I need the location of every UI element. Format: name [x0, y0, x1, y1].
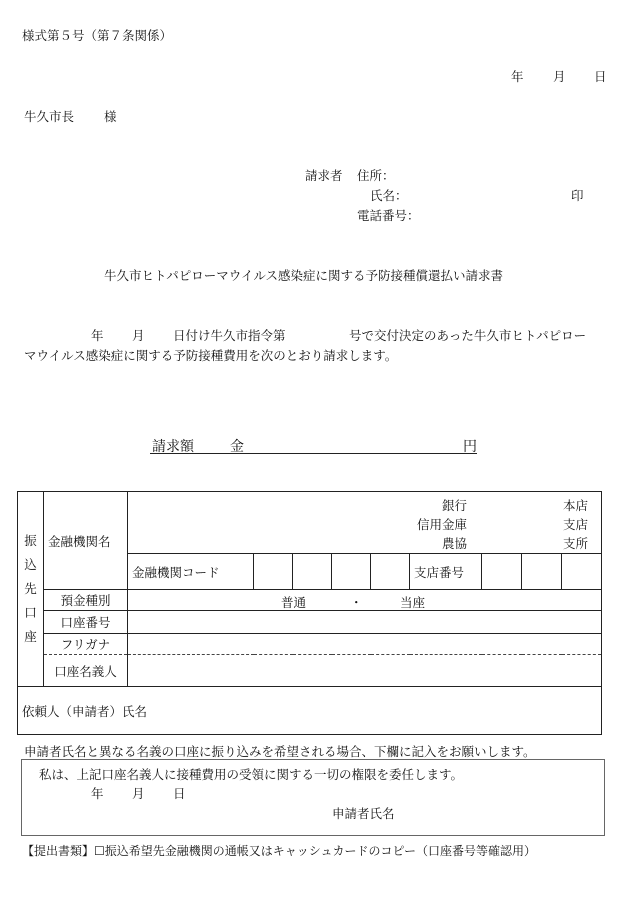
applicant-name-label: 依頼人（申請者）氏名	[22, 703, 148, 719]
institution-name-label: 金融機関名	[44, 492, 128, 590]
requester-phone-label: 電話番号：	[357, 208, 420, 223]
amount-kin: 金	[230, 439, 244, 455]
consent-year: 年	[91, 786, 104, 801]
deposit-type-field[interactable]	[128, 590, 602, 611]
requester-address-label: 住所：	[357, 168, 395, 183]
body-month: 月	[132, 328, 145, 343]
body-line-2: マウイルス感染症に関する予防接種費用を次のとおり請求します。	[24, 348, 398, 363]
body-number-suffix: 号で交付決定のあった牛久市ヒトパピロー	[349, 328, 587, 343]
requester-name-label: 氏名：	[370, 188, 408, 203]
body-year: 年	[91, 328, 104, 343]
branch-number-label: 支店番号	[410, 554, 482, 590]
date-year-label: 年	[511, 69, 524, 84]
branch-number-digit-3[interactable]	[562, 554, 602, 590]
requester-label: 請求者	[305, 168, 343, 183]
requester-seal: 印	[571, 188, 584, 203]
institution-code-label: 金融機関コード	[128, 554, 254, 590]
branch-type-office: 支所	[562, 536, 588, 551]
branch-type-branch: 支店	[562, 517, 588, 532]
institution-code-digit-4[interactable]	[371, 554, 410, 590]
account-holder-field[interactable]	[128, 655, 602, 687]
branch-number-digit-2[interactable]	[522, 554, 562, 590]
branch-number-digit-1[interactable]	[482, 554, 522, 590]
consent-day: 日	[173, 786, 186, 801]
deposit-option-regular[interactable]: 普通	[281, 595, 307, 610]
deposit-option-current[interactable]: 当座	[400, 595, 426, 610]
institution-code-digit-3[interactable]	[332, 554, 371, 590]
date-month-label: 月	[553, 69, 566, 84]
account-number-label: 口座番号	[44, 611, 128, 634]
branch-type-main: 本店	[562, 498, 588, 513]
body-day-prefix: 日付け牛久市指令第	[173, 328, 286, 343]
amount-underline	[150, 453, 477, 454]
applicant-name-row[interactable]	[18, 687, 602, 735]
institution-code-digit-1[interactable]	[254, 554, 293, 590]
consent-box	[21, 759, 605, 836]
form-number: 様式第５号（第７条関係）	[22, 28, 173, 43]
bank-type-nokyo: 農協	[441, 536, 467, 551]
consent-month: 月	[132, 786, 145, 801]
bank-type-shinkin: 信用金庫	[416, 517, 467, 532]
institution-name-field[interactable]	[128, 492, 602, 554]
bank-type-bank: 銀行	[441, 498, 467, 513]
furigana-field[interactable]	[128, 634, 602, 655]
account-holder-label: 口座名義人	[44, 655, 128, 687]
amount-label: 請求額	[152, 439, 194, 455]
deposit-option-separator: ・	[350, 595, 363, 610]
submission-documents: 【提出書類】☐振込希望先金融機関の通帳又はキャッシュカードのコピー（口座番号等確認用）	[22, 844, 537, 858]
addressee-name: 牛久市長	[24, 109, 75, 124]
furigana-label: フリガナ	[44, 634, 128, 655]
amount-yen: 円	[463, 439, 477, 455]
addressee-honorific: 様	[104, 109, 117, 124]
date-day-label: 日	[594, 69, 607, 84]
transfer-account-side-label: 振込先口座	[18, 492, 44, 687]
bank-account-table	[17, 491, 602, 735]
deposit-type-label: 預金種別	[44, 590, 128, 611]
document-title: 牛久市ヒトパピローマウイルス感染症に関する予防接種償還払い請求書	[104, 268, 504, 283]
consent-applicant-name-label: 申請者氏名	[332, 806, 395, 821]
institution-code-digit-2[interactable]	[293, 554, 332, 590]
account-number-field[interactable]	[128, 611, 602, 634]
consent-text: 私は、上記口座名義人に接種費用の受領に関する一切の権限を委任します。	[39, 767, 464, 782]
notice-text: 申請者氏名と異なる名義の口座に振り込みを希望される場合、下欄に記入をお願いします。	[24, 744, 536, 759]
